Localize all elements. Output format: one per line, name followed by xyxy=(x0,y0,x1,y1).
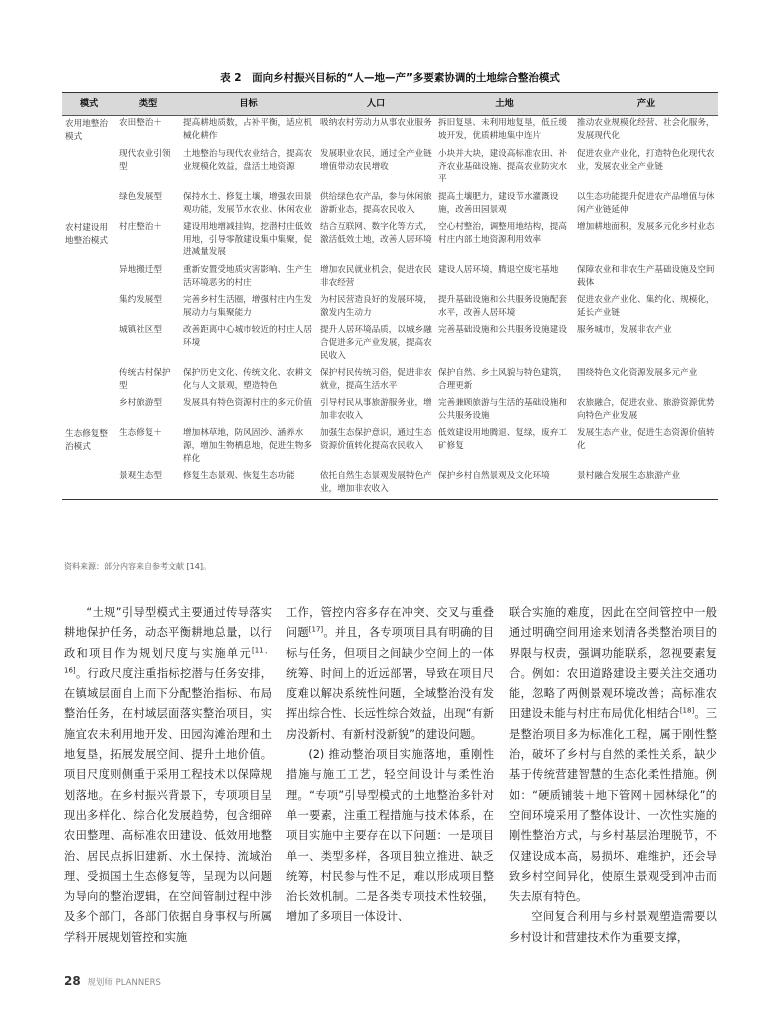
cell-goal: 保持水土、修复土壤，增强农田景观功能，发展节水农业、休闲农业 xyxy=(183,191,312,215)
cell-land: 低效建设用地腾退、复绿，废弃工矿修复 xyxy=(438,428,567,452)
cell-industry: 服务城市，发展非农产业 xyxy=(577,325,672,336)
cell-population: 依托自然生态景观发展特色产业，增加非农收入 xyxy=(317,469,435,500)
cell-industry: 以生态功能提升促进农产品增值与休闲产业链延伸 xyxy=(577,191,715,215)
cell-industry: 促进农业产业化，打造特色化现代农业，发展农业全产业链 xyxy=(577,149,715,172)
header-mode: 模式 xyxy=(62,93,116,116)
cell-type: 集约发展型 xyxy=(119,295,162,306)
paragraph: 工作，管控内容多存在冲突、交叉与重叠问题[17]。并且，各专项项目具有明确的目标与任务，但项目之间缺少空间上的一体统筹、时间上的近远部署，导致在项目尺度难以解决系统性问题，全域整治没有发挥出综合性、长远性综合效益，出现“有新房没新村、有新村没新貌”的建设问题。 xyxy=(286,606,494,741)
cell-mode: 农用地整治模式 xyxy=(65,119,108,142)
citation-ref: [17] xyxy=(308,625,324,634)
cell-goal: 土地整治与现代农业结合，提高农业规模化效益，盘活土地资源 xyxy=(183,149,312,172)
cell-land: 空心村整治，调整用地结构，提高村庄内部土地资源利用效率 xyxy=(438,222,567,245)
cell-mode xyxy=(62,293,116,323)
cell-goal: 保护历史文化、传统文化、农耕文化与人文景观，塑造特色 xyxy=(183,368,312,391)
cell-land: 拆旧复垦、未利用地复垦，低丘缓坡开发，优质耕地集中连片 xyxy=(438,118,567,141)
body-column-2 xyxy=(286,603,494,928)
cell-mode: 农村建设用地整治模式 xyxy=(65,223,108,246)
cell-goal: 增加林草地，防风固沙、涵养水源，增加生物栖息地，促进生物多样化 xyxy=(183,428,312,464)
paragraph: “土规”引导型模式主要通过传导落实耕地保护任务，动态平衡耕地总量，以行政和项目作为规划尺度与实施单元[11，16]。行政尺度注重指标挖潜与任务安排，在镇域层面自上而下分配整治指标、布局整治任务，在村域层面落实整治项目，实施宜农未利用地开发、田园沟滩治理和土地复垦，拓展发展空间、提升土地价值。项目尺度则侧重于采用工程技术以保障规划落地。在乡村振兴背景下，专项项目呈现出多样化、综合化发展趋势，包含细碎农田整理、高标准农田建设、低效用地整治、居民点拆旧建新、水土保持、流域治理、受损国土生态修复等，呈现为以问题为导向的整治逻辑，在空间管制过程中涉及多个部门，各部门依据自身事权与所属学科开展规划管控和实施 xyxy=(64,606,272,944)
cell-land: 保护自然、乡土风貌与特色建筑，合理更新 xyxy=(438,368,567,391)
cell-industry: 围绕特色文化资源发展多元产业 xyxy=(577,368,698,379)
cell-type: 城镇社区型 xyxy=(119,325,162,336)
cell-goal: 重新安置受地质灾害影响、生产生活环境恶劣的村庄 xyxy=(183,264,312,288)
cell-population: 为村民营造良好的发展环境，激发内生动力 xyxy=(320,295,432,318)
paragraph: 空间复合利用与乡村景观塑造需要以乡村设计和营建技术作为重要支撑， xyxy=(509,910,717,944)
header-goal: 目标 xyxy=(180,93,317,116)
table-row xyxy=(62,147,718,190)
cell-mode xyxy=(62,263,116,293)
table-row xyxy=(62,323,718,366)
cell-population: 发展职业农民，通过全产业链增值带动农民增收 xyxy=(320,149,432,172)
paragraph: (2) 推动整治项目实施落地，重刚性措施与施工工艺，轻空间设计与柔性治理。“专项”引导型模式的土地整治多针对单一要素，注重工程措施与技术体系，在项目实施中主要存在以下问题：一是项目单一、类型多样，各项目独立推进、缺乏统筹，村民参与性不足，难以形成项目整治长效机制。二是各类专项技术性较强，增加了多项目一体设计、 xyxy=(286,748,494,924)
body-column-1 xyxy=(64,603,272,948)
cell-industry: 景村融合发展生态旅游产业 xyxy=(574,469,718,500)
cell-type: 景观生态型 xyxy=(116,469,180,500)
cell-mode xyxy=(62,396,116,426)
table-row xyxy=(62,396,718,426)
citation-ref: [11，16] xyxy=(64,645,272,675)
header-land: 土地 xyxy=(435,93,574,116)
cell-industry: 促进农业产业化、集约化、规模化，延长产业链 xyxy=(577,295,715,318)
cell-industry: 农旅融合，促进农业、旅游资源优势向特色产业发展 xyxy=(577,398,715,421)
table-row xyxy=(62,116,718,148)
cell-land: 提升基础设施和公共服务设施配套水平，改善人居环境 xyxy=(438,295,567,318)
cell-type: 绿色发展型 xyxy=(119,191,162,202)
page-number: 28 xyxy=(64,974,81,988)
citation-ref: [18] xyxy=(679,706,695,715)
table-row xyxy=(62,220,718,263)
land-consolidation-table xyxy=(62,92,718,500)
cell-population: 保护村民传统习俗，促进非农就业，提高生活水平 xyxy=(320,368,432,391)
table-row xyxy=(62,366,718,396)
cell-mode xyxy=(62,469,116,500)
cell-population: 增加农民就业机会，促进农民非农经营 xyxy=(320,264,432,288)
cell-population: 引导村民从事旅游服务业，增加非农收入 xyxy=(320,398,432,421)
cell-goal: 完善乡村生活圈，增强村庄内生发展动力与集聚能力 xyxy=(183,295,312,318)
cell-mode xyxy=(62,147,116,190)
cell-land: 完善基础设施和公共服务设施建设 xyxy=(438,325,567,336)
cell-type: 乡村旅游型 xyxy=(119,398,162,409)
table-row xyxy=(62,426,718,469)
cell-industry: 推动农业规模化经营、社会化服务，发展现代化 xyxy=(577,118,715,141)
cell-mode: 生态修复整治模式 xyxy=(65,429,108,453)
header-industry: 产业 xyxy=(574,93,718,116)
cell-mode xyxy=(62,366,116,396)
cell-population: 供给绿色农产品，参与休闲旅游新业态，提高农民收入 xyxy=(320,191,432,215)
cell-type: 生态修复＋ xyxy=(119,428,162,439)
header-population: 人口 xyxy=(317,93,435,116)
cell-population: 吸纳农村劳动力从事农业服务 xyxy=(320,118,432,128)
cell-goal: 建设用地增减挂钩，挖潜村庄低效用地，引导零散建设集中集聚，促进减量发展 xyxy=(183,222,312,258)
cell-goal: 提高耕地质数，占补平衡，适应机械化耕作 xyxy=(183,118,312,141)
table-row xyxy=(62,190,718,220)
cell-type: 村庄整治＋ xyxy=(119,222,162,233)
cell-population: 提升人居环境品质，以城乡融合促进多元产业发展，提高农民收入 xyxy=(320,325,432,361)
cell-goal: 发展具有特色资源村庄的多元价值 xyxy=(183,398,312,409)
cell-type: 异地搬迁型 xyxy=(119,264,162,275)
cell-mode xyxy=(62,323,116,366)
cell-goal: 修复生态景观、恢复生态功能 xyxy=(180,469,317,500)
table-header-row xyxy=(62,93,718,116)
cell-industry: 增加耕地面积，发展多元化乡村业态 xyxy=(577,222,715,233)
cell-type: 现代农业引领型 xyxy=(119,149,171,172)
cell-type: 传统古村保护型 xyxy=(119,368,171,391)
cell-population: 结合互联网、数字化等方式，激活低效土地，改善人居环境 xyxy=(320,222,432,245)
header-type: 类型 xyxy=(116,93,180,116)
cell-land: 保护乡村自然景观及文化环境 xyxy=(435,469,574,500)
cell-goal: 改善距离中心城市较近的村庄人居环境 xyxy=(183,325,312,348)
page-footer xyxy=(64,974,161,988)
journal-name: 规划师 PLANNERS xyxy=(87,978,161,988)
table-source-note: 资料来源：部分内容来自参考文献 [14]。 xyxy=(64,562,211,571)
cell-industry: 发展生态产业，促进生态资源价值转化 xyxy=(577,428,715,452)
cell-population: 加强生态保护意识，通过生态资源价值转化提高农民收入 xyxy=(320,428,432,452)
cell-land: 建设人居环境，腾退空废宅基地 xyxy=(438,264,559,275)
table-caption: 表 2 面向乡村振兴目标的“人—地—产”多要素协调的土地综合整治模式 xyxy=(220,72,560,84)
cell-land: 提高土壤肥力，建设节水灌溉设施，改善田园景观 xyxy=(438,191,559,215)
table-row xyxy=(62,469,718,500)
cell-land: 小块并大块，建设高标准农田、补齐农业基础设施、提高农业防灾水平 xyxy=(438,149,567,185)
paragraph: 联合实施的难度，因此在空间管控中一般通过明确空间用途来划清各类整治项目的界限与权责，强调功能联系，忽视要素复合。例如：农田道路建设主要关注交通功能，忽略了两侧景观环境改善；高标准农田建设未能与村庄布局优化相结合[18]。三是整治项目多为标准化工程，属于刚性整治，破坏了乡村与自然的柔性关系，缺少基于传统营建智慧的生态化柔性措施。例如：“硬质铺装＋地下管网＋园林绿化”的空间环境采用了整体设计、一次性实施的刚性整治方式，与乡村基层治理脱节，不仅建设成本高，易损坏、难维护，还会导致乡村空间异化，使原生景观受到冲击而失去原有特色。 xyxy=(509,606,717,904)
cell-type: 农田整治＋ xyxy=(119,118,162,128)
cell-mode xyxy=(62,190,116,220)
table-row xyxy=(62,263,718,293)
cell-land: 完善兼顾旅游与生活的基础设施和公共服务设施 xyxy=(438,398,567,421)
cell-industry: 保障农业和非农生产基础设施及空间载体 xyxy=(577,264,715,288)
body-column-3 xyxy=(509,603,717,948)
table-row xyxy=(62,293,718,323)
